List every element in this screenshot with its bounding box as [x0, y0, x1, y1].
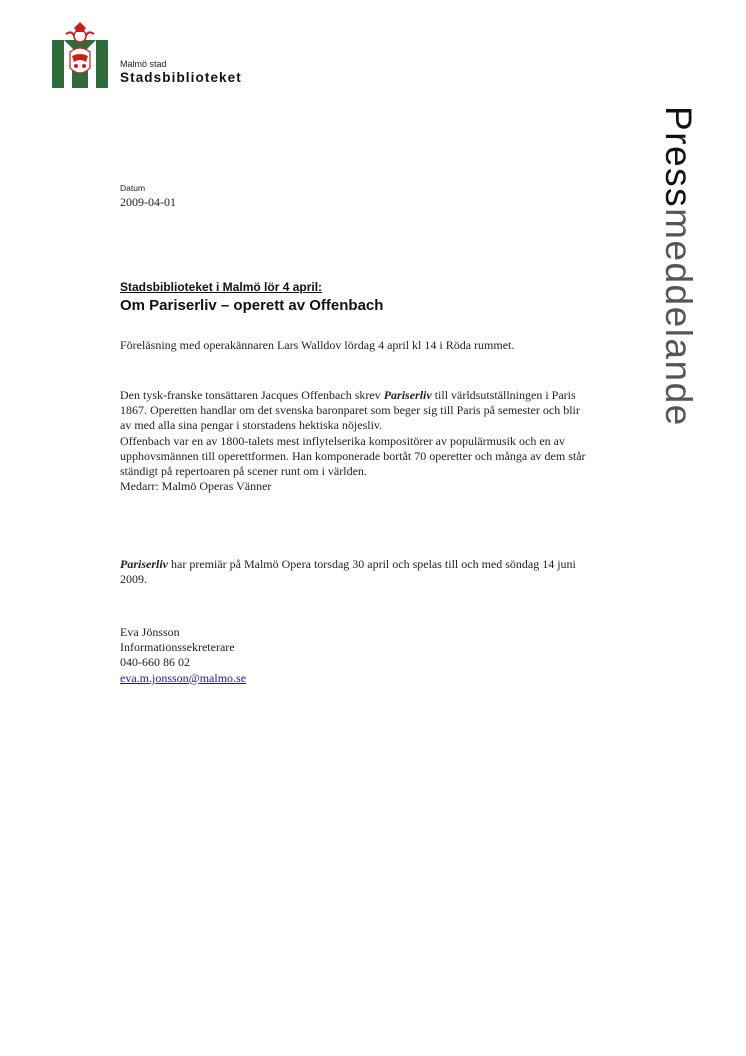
date-label: Datum [120, 183, 146, 193]
org-city: Malmö stad [120, 59, 167, 69]
work-title: Pariserliv [120, 557, 168, 571]
pressmeddelande-vertical-label [655, 106, 701, 427]
contact-email-link[interactable]: eva.m.jonsson@malmo.se [120, 670, 247, 685]
contact-role: Informationssekreterare [120, 640, 235, 655]
premiere-paragraph [120, 557, 590, 587]
vertical-label-press: Press [658, 106, 699, 209]
headline-title: Om Pariserliv – operett av Offenbach [120, 297, 384, 314]
org-name: Stadsbiblioteket [120, 70, 242, 85]
description-text-end: till världsutställningen i Paris 1867. Operetten handlar om det svenska baronparet som beger sig till Paris på semester och blir av med alla sina pengar i storstadens hektiska nöjesliv. [120, 388, 580, 433]
premiere-text: har premiär på Malmö Opera torsdag 30 april och spelas till och med söndag 14 juni 2009. [120, 557, 576, 587]
malmo-coat-of-arms-logo [52, 22, 108, 88]
description-text-start: Den tysk-franske tonsättaren Jacques Offenbach skrev [120, 388, 384, 402]
contact-name: Eva Jönsson [120, 625, 180, 639]
composer-text: Offenbach var en av 1800-talets mest inflytelserika kompositörer av populärmusik och en av upphovsmännen till operettformen. Han komponerade bortåt 70 operetter och många av dem står ständigt på repertoaren på scener runt om i världen. [120, 433, 586, 479]
contact-block [120, 625, 590, 686]
date-value: 2009-04-01 [120, 195, 176, 209]
organization-block [120, 59, 242, 86]
vertical-label-meddelande: meddelande [658, 208, 699, 427]
work-title: Pariserliv [383, 388, 432, 402]
headline-kicker: Stadsbiblioteket i Malmö lör 4 april: [120, 280, 323, 294]
description-paragraph [120, 388, 590, 494]
co-organizer-text: Medarr: Malmö Operas Vänner [120, 479, 272, 494]
intro-paragraph: Föreläsning med operakännaren Lars Walldov lördag 4 april kl 14 i Röda rummet. [120, 338, 515, 352]
contact-phone: 040-660 86 02 [120, 655, 190, 670]
